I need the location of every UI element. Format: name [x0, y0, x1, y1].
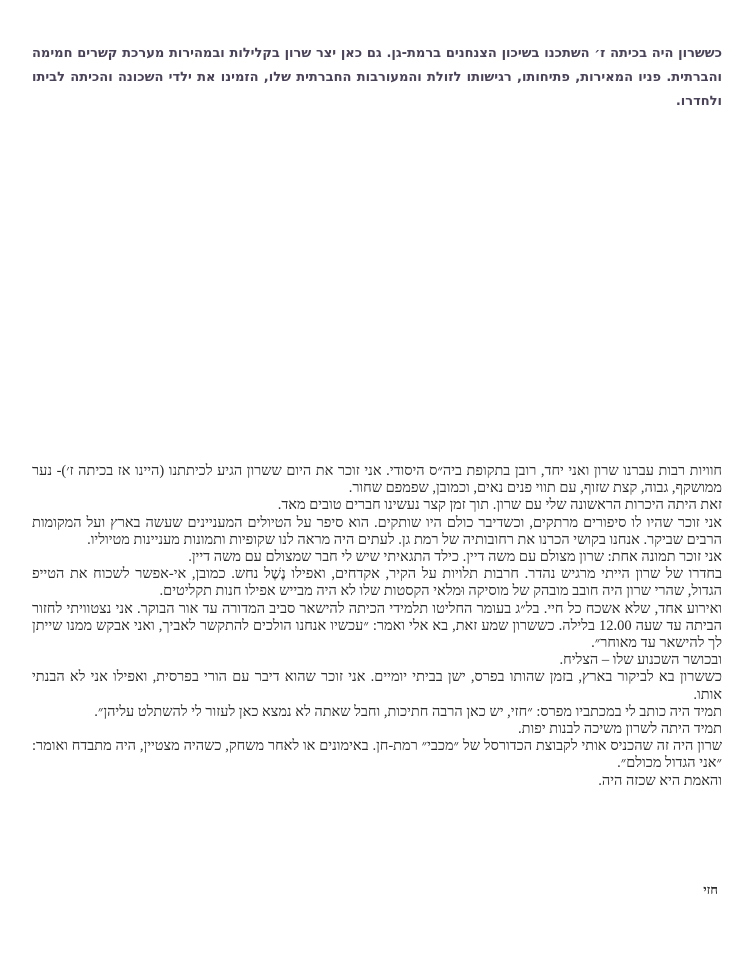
paragraph: שרון היה זה שהכניס אותי לקבוצת הכדורסל של ״מכבי״ רמת-חן. באימונים או לאחר משחק, כשהיה מצטיין, היה מתבדח ואומר: ״אני הגדול מכולם״. [32, 738, 722, 772]
paragraph: תמיד היה כותב לי במכתביו מפרס: ״חזי, יש כאן הרבה חתיכות, וחבל שאתה לא נמצא כאן לעזור לי להשתלט עליהן״. [94, 703, 722, 720]
paragraph: אני זוכר תמונה אחת: שרון מצולם עם משה דיין. כילד התגאיתי שיש לי חבר שמצולם עם משה דיין. [188, 549, 722, 566]
paragraph: בחדרו של שרון הייתי מרגיש נהדר. חרבות תלויות על הקיר, אקדחים, ואפילו נֶשֶׁל נחש. כמובן, אי-אפשר לשכוח את הטייפ הגדול, שהרי שרון היה חובב מובהק של מוסיקה וּמלאי הקסטות שלו לא היה מבייש אפילו חנות תקליטים. [32, 566, 722, 600]
paragraph: תמיד היתה לשרון משיכה לבנות יפות. [518, 721, 722, 738]
paragraph: חוויות רבות עברנו שרון ואני יחד, רובן בתקופת ביה״ס היסודי. אני זוכר את היום ששרון הגיע לכיתתנו (היינו אז בכיתה ז׳)- נער ממושקף, גבוה, קצת שזוף, עם תווי פנים נאים, וכמובן, שפמפם שחור. [32, 463, 722, 497]
paragraph: זאת היתה היכרות הראשונה שלי עם שרון. תוך זמן קצר נעשינו חברים טובים מאד. [277, 497, 722, 514]
paragraph: והאמת היא שכזה היה. [598, 772, 722, 789]
paragraph: אני זוכר שהיו לו סיפורים מרתקים, וכשדיבר כולם היו שותקים. הוא סיפר על הטיולים המעניינים שעשה בארץ ועל המקומות הרבים שביקר. אנחנו בקושי הכרנו את רחובותיה של רמת גן. לעתים היה מראה לנו שקופיות ותמונות מעניינות מטיוליו. [32, 514, 722, 548]
paragraph: כששרון בא לביקור בארץ, בזמן שהותו בפרס, ישן בביתי יומיים. אני זוכר שהוא דיבר עם הורי בפרסית, ואפילו אני לא הבנתי אותו. [32, 669, 722, 703]
intro-paragraph: כששרון היה בכיתה ז׳ השתכנו בשיכון הצנחנים ברמת-גן. גם כאן יצר שרון בקלילות ובמהירות מערכת קשרים חמימה והברתית. פניו המאירות, פתיחותו, רגישותו לזולת והמעורבות החברתית שלו, הזמינו את ילדי השכונה והכיתה לביתו ולחדרו. [32, 46, 722, 109]
author-signature: חזי [703, 883, 718, 898]
paragraph: ובכושר השכנוע שלו – הצליח. [559, 652, 722, 669]
paragraph: ואירוע אחד, שלא אשכח כל חיי. בל״ג בעומר החליטו תלמידי הכיתה להישאר סביב המדורה עד אור הבוקר. אני נצטוויתי לחזור הביתה עד שעה 12.00 בלילה. כששרון שמע זאת, בא אלי ואמר: ״עכשיו אנחנו הולכים להתקשר לאביך, ואני אבקש ממנו שייתן לך להישאר עד מאוחר״. [32, 600, 722, 652]
memoir-text [32, 463, 722, 790]
